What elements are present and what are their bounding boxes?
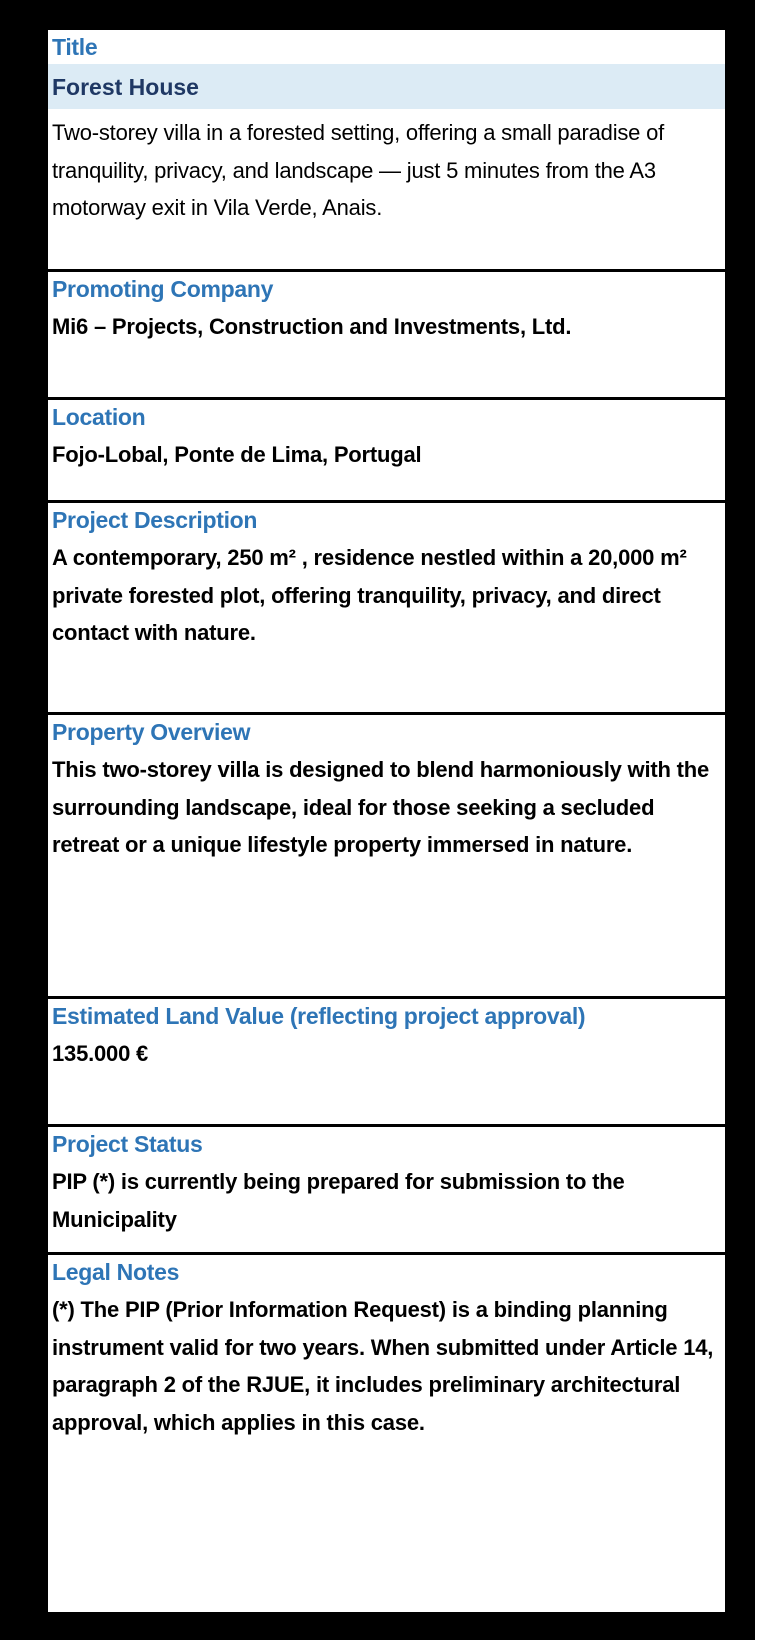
project-description-value: A contemporary, 250 m² , residence nestled within a 20,000 m² private forested plot, offering tranquility, privacy, and direct contact with nature. <box>52 545 687 645</box>
location-label: Location <box>52 404 146 430</box>
project-status-section <box>48 1127 725 1255</box>
land-value-amount: 135.000 € <box>52 1041 149 1066</box>
land-value-label: Estimated Land Value (reflecting project approval) <box>52 1003 586 1029</box>
promoting-company-section <box>48 272 725 400</box>
location-value: Fojo-Lobal, Ponte de Lima, Portugal <box>52 442 422 467</box>
project-description-label: Project Description <box>52 507 258 533</box>
location-section <box>48 400 725 503</box>
property-overview-section <box>48 715 725 999</box>
project-status-label: Project Status <box>52 1131 203 1157</box>
title-section <box>48 30 725 272</box>
promoting-company-label: Promoting Company <box>52 276 274 302</box>
property-name: Forest House <box>48 64 725 109</box>
land-value-section <box>48 999 725 1127</box>
legal-notes-section <box>48 1255 725 1612</box>
promoting-company-value: Mi6 – Projects, Construction and Investments, Ltd. <box>52 314 572 339</box>
project-description-section <box>48 503 725 715</box>
legal-notes-value: (*) The PIP (Prior Information Request) is a binding planning instrument valid for two years. When submitted under Article 14, paragraph 2 of the RJUE, it includes preliminary architectural approval, which applies in this case. <box>52 1297 714 1435</box>
property-overview-value: This two-storey villa is designed to blend harmoniously with the surrounding landscape, ideal for those seeking a secluded retreat or a unique lifestyle property immersed in nature. <box>52 757 710 857</box>
title-description: Two-storey villa in a forested setting, offering a small paradise of tranquility, privacy, and landscape — just 5 minutes from the A3 motorway exit in Vila Verde, Anais. <box>52 120 665 220</box>
title-label: Title <box>52 34 98 60</box>
project-status-value: PIP (*) is currently being prepared for submission to the Municipality <box>52 1169 625 1232</box>
property-sheet <box>48 30 725 1612</box>
property-overview-label: Property Overview <box>52 719 251 745</box>
legal-notes-label: Legal Notes <box>52 1259 180 1285</box>
